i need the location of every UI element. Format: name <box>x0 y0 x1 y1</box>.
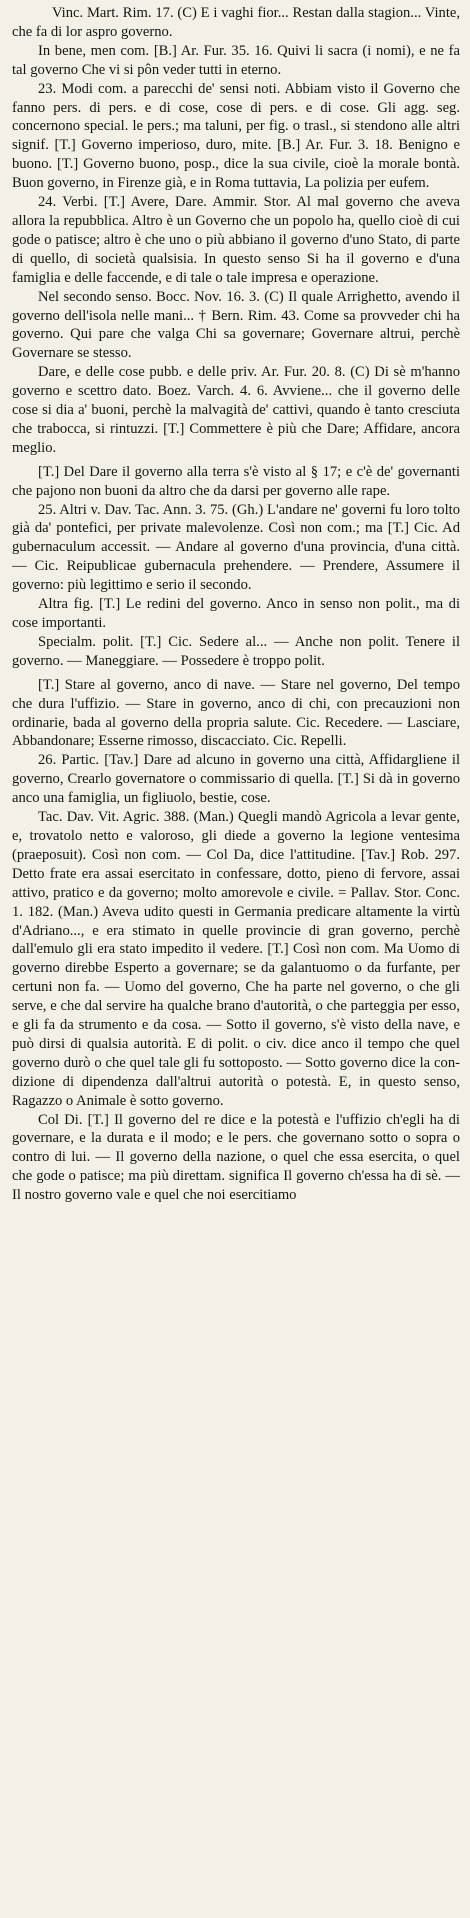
entry-paragraph-7: [T.] Del Dare il governo alla terra s'è visto al § 17; e c'è de' governanti che pajono non buoni da altro che da darsi per governo alle rape. <box>12 463 460 499</box>
entry-paragraph-14: Col Di. [T.] Il governo del re dice e la potestà e l'uffizio ch'egli ha di governare, e la durata e il modo; e le pers. che governano sotto o sopra o contro di lui. — Il governo della nazione, o quel che essa esercita, o quel che gode o patisce; ma più direttam. significa Il governo ch'essa ha di sè. — Il nostro governo vale e quel che noi esercitiamo <box>12 1111 460 1204</box>
entry-paragraph-4: 24. Verbi. [T.] Avere, Dare. Ammir. Stor. Al mal governo che aveva allora la repubblica. Altro è un Governo che un popolo ha, quello cioè di cui gode o patisce; altro è che uno o più abbiano il governo d'uno Stato, di parte di quello, di società qualsisia. In questo senso Si ha il governo e d'una famiglia e delle faccende, e di tale o tale impresa e operazione. <box>12 194 460 286</box>
entry-paragraph-10: Specialm. polit. [T.] Cic. Sedere al... — Anche non polit. Tenere il governo. — Maneggiare. — Possedere è troppo polit. <box>12 633 460 669</box>
entry-paragraph-1: Vinc. Mart. Rim. 17. (C) E i vaghi fior... Restan dalla stagion... Vinte, che fa di lor aspro governo. <box>12 5 460 40</box>
entry-paragraph-6: Dare, e delle cose pubb. e delle priv. Ar. Fur. 20. 8. (C) Di sè m'hanno governo e scettro dato. Boez. Varch. 4. 6. Avviene... che il governo delle cose si dia a' buoni, perchè la malvagità de' cattivi, quando è tanto cresciuta che trabocca, si rintuzzi. [T.] Commettere è più che Dare; Affidare, ancora meglio. <box>12 364 460 456</box>
entry-paragraph-13: Tac. Dav. Vit. Agric. 388. (Man.) Quegli mandò Agricola a levar gente, e, trovatolo netto e valoroso, gli diede a governo la legione ventesima (praeposuit). Così non com. — Col Da, dice l'attitudine. [Tav.] Rob. 297. Detto frate era assai esercitato in confessare, dotto, pieno di fervore, assai attivo, pratico e da governo; molto amorevole e civile. = Pallav. Stor. Conc. 1. 182. (Man.) Aveva udito questi in Germania predicare altamente la virtù d'Adriano..., e era stimato in quelle provincie di gran governo, perchè dall'emulo gli era stato impedito il vedere. [T.] Così non com. Ma Uomo di governo direbbe Esperto a governare; se da galantuomo o da furfante, per certuni non fa. — Uomo del governo, Che ha parte nel governo, o che gli serve, e che dal servire ha qualche brano d'autorità, o che parteggia per esso, e gli fa da strumento e da cosa. — Sotto il governo, s'è visto della nave, e può dirsi di qualsia autorità. E di polit. o civ. dice anco il tempo che quel governo durò o che quel tale gli fu sottoposto. — Sotto governo dice la condizione di dipendenza dall'altrui autorità o potestà. E, in questo senso, Ragazzo o Animale è sotto governo. <box>12 809 460 1109</box>
entry-paragraph-3: 23. Modi com. a parecchi de' sensi noti. Abbiam visto il Governo che fanno pers. di pers. e di cose, cose di pers. e di cose. Gli agg. seg. concernono special. le pers.; ma taluni, per fig. o trasl., si stendono alle altri signif. [T.] Governo imperioso, duro, mite. [B.] Ar. Fur. 3. 18. Benigno e buono. [T.] Governo buono, posp., dice la sua civile, cioè la morale bontà. Buon governo, in Firenze già, e in Roma tuttavia, La polizia per eufem. <box>12 80 460 192</box>
entry-paragraph-12: 26. Partic. [Tav.] Dare ad alcuno in governo una città, Affidargliene il governo, Crearlo governatore o commissario di quella. [T.] Si dà in governo anco una famiglia, un figliuolo, bestie, cose. <box>12 752 460 807</box>
entry-paragraph-5: Nel secondo senso. Bocc. Nov. 16. 3. (C) Il quale Arrighetto, avendo il governo dell'isola nelle mani... † Bern. Rim. 43. Come sa provveder chi ha governo. Qui pare che valga Chi sa governare; Governare altrui, perchè Governare se stesso. <box>12 288 460 362</box>
entry-paragraph-11: [T.] Stare al governo, anco di nave. — Stare nel governo, Del tempo che dura l'uffizio. — Stare in governo, anco di chi, con precauzioni non ordinarie, bada al governo della propria salute. Cic. Recedere. — Lasciare, Abbandonare; Esserne rimosso, discacciato. Cic. Repelli. <box>12 676 460 750</box>
entry-paragraph-9: Altra fig. [T.] Le redini del governo. Anco in senso non polit., ma di cose importanti. <box>12 596 460 631</box>
entry-paragraph-8: 25. Altri v. Dav. Tac. Ann. 3. 75. (Gh.) L'andare ne' governi fu loro tolto già da' pontefici, per private malevolenze. Così non com.; ma [T.] Cic. Ad gubernaculum accessit. — Andare al governo d'una provincia, d'una città. — Cic. Reipublicae gubernacula prehendere. — Prendere, Assumere il governo: più legittimo e serio il secondo. <box>12 501 460 594</box>
entry-paragraph-2: In bene, men com. [B.] Ar. Fur. 35. 16. Quivi li sacra (i nomi), e ne fa tal governo Che vi si pôn veder tutti in eterno. <box>12 42 460 78</box>
